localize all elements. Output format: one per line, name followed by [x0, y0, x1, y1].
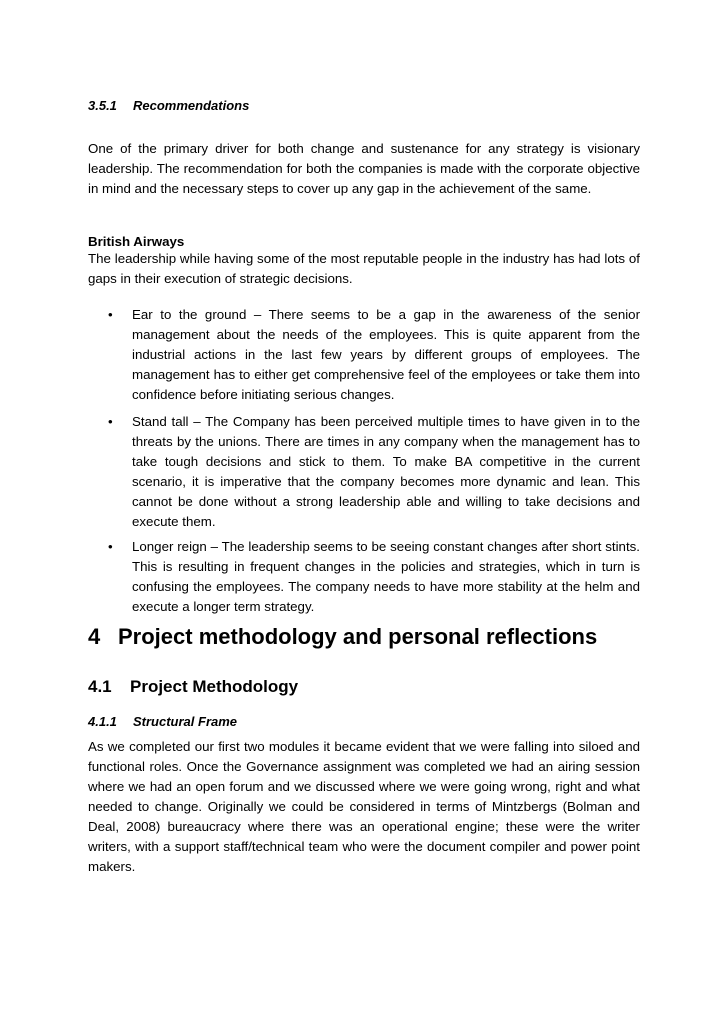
bullet-icon: •	[108, 307, 113, 322]
section-title: Project Methodology	[130, 677, 299, 696]
chapter-number: 4	[88, 624, 101, 649]
section-title: Structural Frame	[133, 714, 238, 729]
section-heading-4-1	[88, 677, 298, 697]
british-airways-heading: British Airways	[88, 234, 185, 249]
bullet-item-ear-to-the-ground: Ear to the ground – There seems to be a gap in the awareness of the senior management about the needs of the employees. This is quite apparent from the industrial actions in the last few years by different groups of employees. The management has to either get comprehensive feel of the employees or take them into confidence before initiating serious changes.	[132, 307, 640, 402]
chapter-heading-4	[88, 624, 597, 650]
section-heading-3-5-1	[88, 98, 249, 113]
bullet-icon: •	[108, 539, 113, 554]
section-number: 4.1.1	[88, 714, 117, 729]
chapter-title: Project methodology and personal reflections	[118, 624, 598, 649]
section-title: Recommendations	[133, 98, 250, 113]
bullet-icon: •	[108, 414, 113, 429]
section-heading-4-1-1	[88, 714, 237, 729]
section-number: 3.5.1	[88, 98, 117, 113]
british-airways-paragraph: The leadership while having some of the most reputable people in the industry has had lots of gaps in their execution of strategic decisions.	[88, 251, 640, 286]
section-number: 4.1	[88, 677, 112, 696]
bullet-item-stand-tall: Stand tall – The Company has been perceived multiple times to have given in to the threats by the unions. There are times in any company when the management has to take tough decisions and stick to them. To make BA competitive in the current scenario, it is imperative that the company becomes more dynamic and lean. This cannot be done without a strong leadership able and willing to take decisions and execute them.	[132, 414, 640, 529]
recommendations-intro-paragraph: One of the primary driver for both change and sustenance for any strategy is visionary leadership. The recommendation for both the companies is made with the corporate objective in mind and the necessary steps to cover up any gap in the achievement of the same.	[88, 141, 640, 196]
bullet-item-longer-reign: Longer reign – The leadership seems to be seeing constant changes after short stints. This is resulting in frequent changes in the policies and strategies, which in turn is confusing the employees. The company needs to have more stability at the helm and execute a longer term strategy.	[132, 539, 640, 614]
structural-frame-paragraph: As we completed our first two modules it became evident that we were falling into siloed and functional roles. Once the Governance assignment was completed we had an airing session where we had an open forum and we discussed where we were going wrong, right and what needed to change. Originally we could be considered in terms of Mintzbergs (Bolman and Deal, 2008) bureaucracy where there was an operational engine; these were the writer writers, with a support staff/technical team who were the document compiler and power point makers.	[88, 739, 640, 874]
